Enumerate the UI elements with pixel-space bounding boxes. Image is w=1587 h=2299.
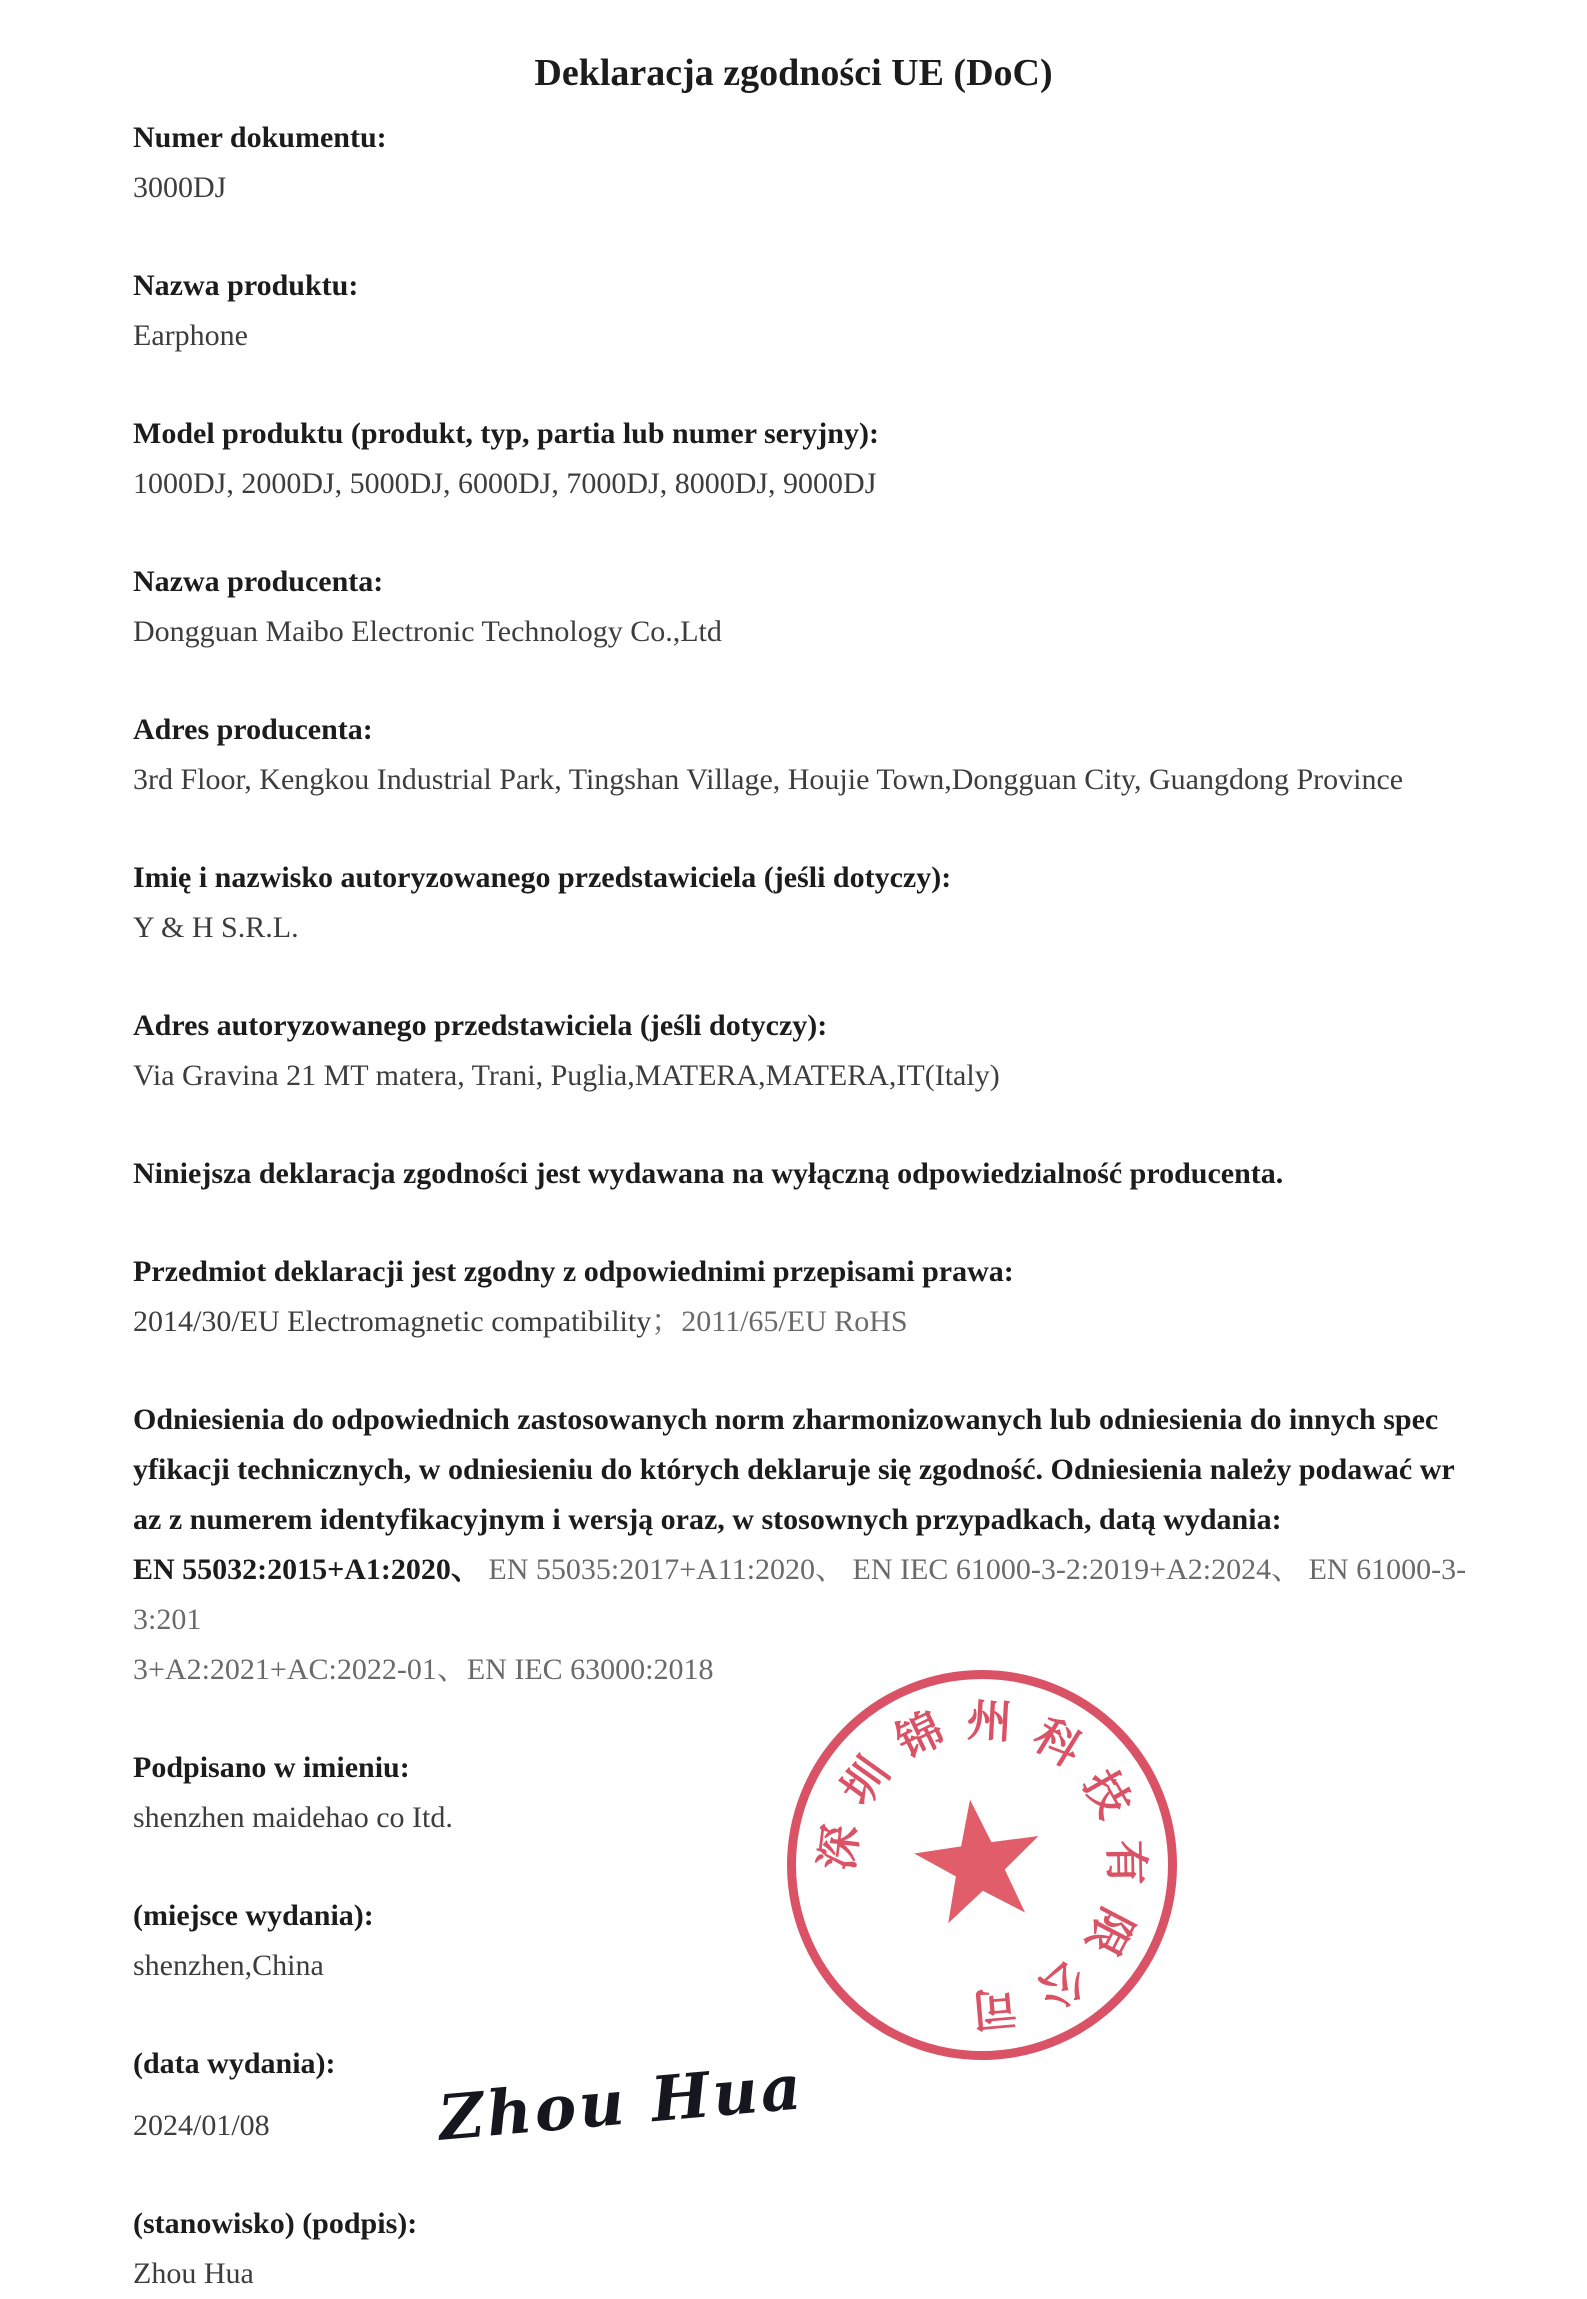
field-legislation (133, 1247, 1505, 1347)
standards-value-line1-rest: EN 55035:2017+A11:2020、 EN IEC 61000-3-2:2019+A2:2024、 EN 61000-3-3:201 (133, 1553, 1467, 1636)
product-model-value: 1000DJ, 2000DJ, 5000DJ, 6000DJ, 7000DJ, 8000DJ, 9000DJ (133, 467, 877, 500)
document-number-value: 3000DJ (133, 171, 227, 204)
manufacturer-address-label: Adres producenta: (133, 713, 373, 746)
standards-value-line1 (133, 1545, 1505, 1645)
signed-for-value: shenzhen maidehao co Itd. (133, 1801, 453, 1834)
legislation-value (133, 1297, 1505, 1347)
field-issue-place (133, 1891, 1505, 1991)
issue-date-value: 2024/01/08 (133, 2109, 270, 2142)
representative-address-label: Adres autoryzowanego przedstawiciela (jeśli dotyczy): (133, 1009, 828, 1042)
stamp-character: 科 (1024, 1708, 1091, 1777)
legislation-label: Przedmiot deklaracji jest zgodny z odpowiednimi przepisami prawa: (133, 1255, 1014, 1288)
product-name-label: Nazwa produktu: (133, 269, 359, 302)
issue-place-value: shenzhen,China (133, 1949, 324, 1982)
legislation-value-primary: 2014/30/EU Electromagnetic compatibility (133, 1305, 652, 1338)
legislation-value-secondary: ；2011/65/EU RoHS (651, 1305, 908, 1338)
field-manufacturer-name (133, 557, 1505, 657)
stamp-character: 技 (1072, 1761, 1142, 1827)
product-model-label: Model produktu (produkt, typ, partia lub numer seryjny): (133, 417, 879, 450)
stamp-character: 限 (1075, 1899, 1144, 1965)
position-signature-label: (stanowisko) (podpis): (133, 2207, 418, 2240)
manufacturer-name-label: Nazwa producenta: (133, 565, 384, 598)
responsibility-statement-text: Niniejsza deklaracja zgodności jest wydawana na wyłączną odpowiedzialność producenta. (133, 1157, 1284, 1190)
representative-address-value: Via Gravina 21 MT matera, Trani, Puglia,MATERA,MATERA,IT(Italy) (133, 1059, 1000, 1092)
product-name-value: Earphone (133, 319, 248, 352)
standards-label-line2: yfikacji technicznych, w odniesieniu do których deklaruje się zgodność. Odniesienia należy podawać wr (133, 1453, 1455, 1486)
signed-for-label: Podpisano w imieniu: (133, 1751, 410, 1784)
issue-place-label: (miejsce wydania): (133, 1899, 374, 1932)
stamp-character: 锦 (887, 1701, 952, 1769)
document-body (133, 113, 1505, 2299)
standards-label-line3: az z numerem identyfikacyjnym i wersją oraz, w stosownych przypadkach, datą wydania: (133, 1503, 1282, 1536)
responsibility-statement (133, 1149, 1505, 1199)
issue-date-label: (data wydania): (133, 2047, 336, 2080)
document-number-label: Numer dokumentu: (133, 121, 387, 154)
stamp-character: 公 (1028, 1950, 1096, 2020)
position-signature-value: Zhou Hua (133, 2257, 254, 2290)
field-product-model (133, 409, 1505, 509)
standards-value-line1-bold: EN 55032:2015+A1:2020、 (133, 1553, 481, 1586)
field-representative-address (133, 1001, 1505, 1101)
document-title: Deklaracja zgodności UE (DoC) (534, 52, 1053, 94)
stamp-character: 州 (965, 1693, 1014, 1749)
standards-value-line2: 3+A2:2021+AC:2022-01、EN IEC 63000:2018 (133, 1653, 714, 1686)
standards-label-line1: Odniesienia do odpowiednich zastosowanych norm zharmonizowanych lub odniesienia do innych spec (133, 1403, 1439, 1436)
stamp-character: 司 (969, 1980, 1020, 2037)
field-signed-for (133, 1743, 1505, 1843)
handwritten-signature: Zhou Hua (435, 2050, 807, 2155)
field-representative-name (133, 853, 1505, 953)
manufacturer-name-value: Dongguan Maibo Electronic Technology Co.,Ltd (133, 615, 722, 648)
field-issue-date (133, 2039, 1505, 2151)
field-product-name (133, 261, 1505, 361)
field-standards (133, 1395, 1505, 1695)
field-manufacturer-address (133, 705, 1505, 805)
stamp-character: 有 (1099, 1839, 1153, 1886)
field-position-signature (133, 2199, 1505, 2299)
manufacturer-address-value: 3rd Floor, Kengkou Industrial Park, Tingshan Village, Houjie Town,Dongguan City, Guangdong Province (133, 763, 1404, 796)
stamp-character: 圳 (830, 1747, 900, 1815)
stamp-character: 深 (810, 1821, 869, 1874)
field-document-number (133, 113, 1505, 213)
representative-name-value: Y & H S.R.L. (133, 911, 299, 944)
representative-name-label: Imię i nazwisko autoryzowanego przedstawiciela (jeśli dotyczy): (133, 861, 952, 894)
